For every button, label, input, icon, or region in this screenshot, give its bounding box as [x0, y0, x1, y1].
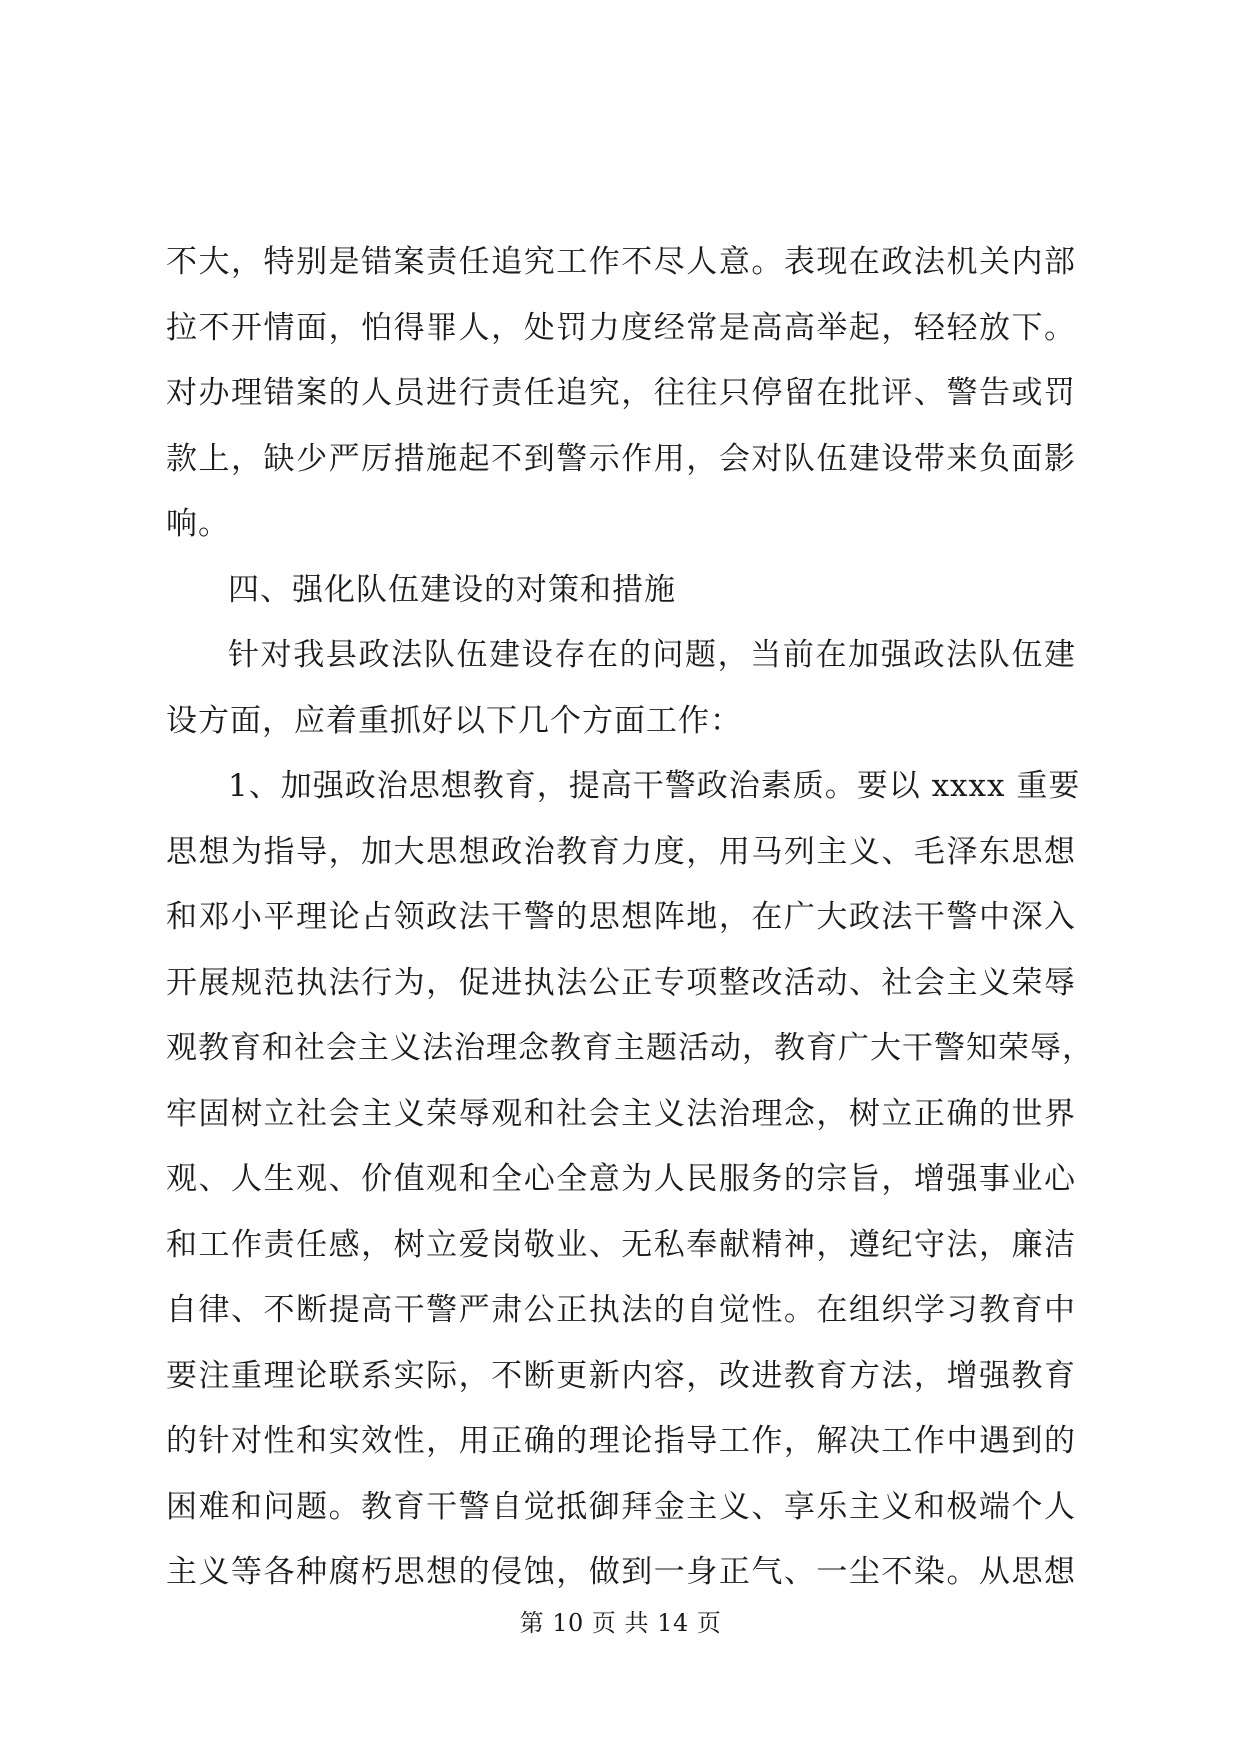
text-line: 的针对性和实效性，用正确的理论指导工作，解决工作中遇到的 [166, 1423, 1076, 1459]
document-body [166, 230, 1094, 1606]
text-line: 要注重理论联系实际，不断更新内容，改进教育方法，增强教育 [166, 1357, 1076, 1394]
text-line: 自律、不断提高干警严肃公正执法的自觉性。在组织学习教育中 [166, 1292, 1076, 1328]
text-line: 不大，特别是错案责任追究工作不尽人意。表现在政法机关内部 [166, 244, 1076, 280]
text-line: 开展规范执法行为，促进执法公正专项整改活动、社会主义荣辱 [166, 964, 1076, 1001]
page-number-footer: 第 10 页 共 14 页 [519, 1609, 722, 1637]
text-line: 拉不开情面，怕得罪人，处罚力度经常是高高举起，轻轻放下。 [166, 309, 1076, 346]
text-line: 主义等各种腐朽思想的侵蚀，做到一身正气、一尘不染。从思想 [166, 1554, 1076, 1590]
text-line: 观教育和社会主义法治理念教育主题活动，教育广大干警知荣辱， [166, 1030, 1094, 1066]
text-line: 牢固树立社会主义荣辱观和社会主义法治理念，树立正确的世界 [166, 1095, 1076, 1132]
text-line: 观、人生观、价值观和全心全意为人民服务的宗旨，增强事业心 [166, 1161, 1076, 1197]
text-line: 1、加强政治思想教育，提高干警政治素质。要以 xxxx 重要 [228, 768, 1081, 804]
text-line: 设方面，应着重抓好以下几个方面工作： [166, 702, 742, 739]
text-line: 对办理错案的人员进行责任追究，往往只停留在批评、警告或罚 [166, 375, 1076, 411]
text-line: 响。 [166, 506, 230, 542]
text-line: 和邓小平理论占领政法干警的思想阵地，在广大政法干警中深入 [166, 899, 1076, 935]
text-line: 和工作责任感，树立爱岗敬业、无私奉献精神，遵纪守法，廉洁 [166, 1226, 1076, 1263]
text-line: 思想为指导，加大思想政治教育力度，用马列主义、毛泽东思想 [166, 833, 1076, 870]
text-line: 针对我县政法队伍建设存在的问题，当前在加强政法队伍建 [228, 637, 1076, 673]
section-heading: 四、强化队伍建设的对策和措施 [228, 571, 676, 608]
text-line: 困难和问题。教育干警自觉抵御拜金主义、享乐主义和极端个人 [166, 1488, 1076, 1525]
text-line: 款上，缺少严厉措施起不到警示作用，会对队伍建设带来负面影 [166, 440, 1076, 477]
